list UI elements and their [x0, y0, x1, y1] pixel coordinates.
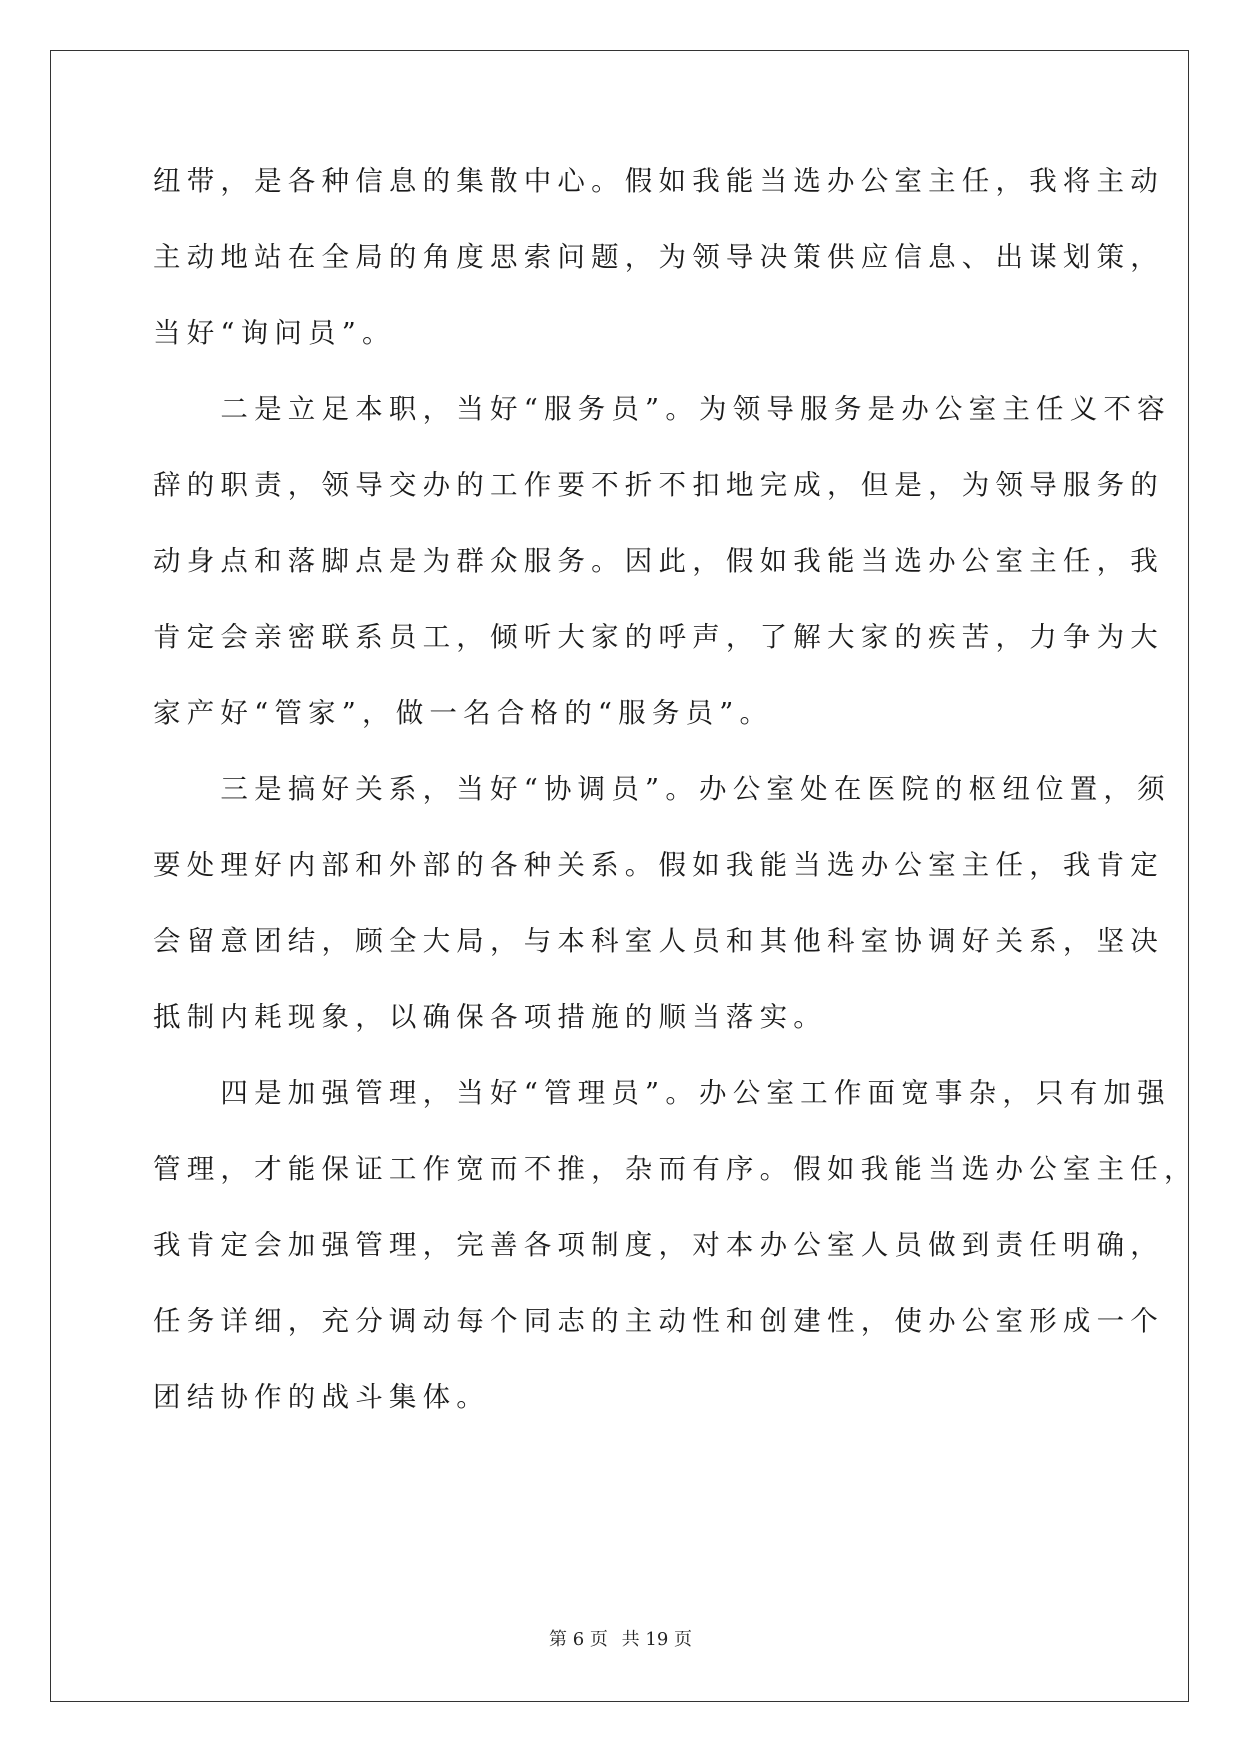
page-total: 共 19 页 [621, 1629, 692, 1650]
body-line-3: 当好“询问员”。 [153, 317, 396, 349]
body-line-11: 会留意团结，顾全大局，与本科室人员和其他科室协调好关系，坚决 [153, 925, 1164, 957]
body-line-10: 要处理好内部和外部的各种关系。假如我能当选办公室主任，我肯定 [153, 849, 1164, 881]
body-line-15: 我肯定会加强管理，完善各项制度，对本办公室人员做到责任明确， [153, 1229, 1164, 1261]
body-line-13: 四是加强管理，当好“管理员”。办公室工作面宽事杂，只有加强 [153, 1077, 1171, 1109]
body-line-2: 主动地站在全局的角度思索问题，为领导决策供应信息、出谋划策， [153, 241, 1164, 273]
page-number: 第 6 页 [549, 1629, 608, 1650]
body-line-5: 辞的职责，领导交办的工作要不折不扣地完成，但是，为领导服务的 [153, 469, 1164, 501]
body-line-1: 纽带，是各种信息的集散中心。假如我能当选办公室主任，我将主动 [153, 165, 1164, 197]
body-line-7: 肯定会亲密联系员工，倾听大家的呼声，了解大家的疾苦，力争为大 [153, 621, 1164, 653]
body-line-12: 抵制内耗现象，以确保各项措施的顺当落实。 [153, 1001, 827, 1033]
body-line-9: 三是搞好关系，当好“协调员”。办公室处在医院的枢纽位置，须 [153, 773, 1171, 805]
body-line-8: 家产好“管家”，做一名合格的“服务员”。 [153, 697, 774, 729]
body-line-16: 任务详细，充分调动每个同志的主动性和创建性，使办公室形成一个 [153, 1305, 1164, 1337]
body-line-14: 管理，才能保证工作宽而不推，杂而有序。假如我能当选办公室主任， [153, 1153, 1198, 1185]
body-line-6: 动身点和落脚点是为群众服务。因此，假如我能当选办公室主任，我 [153, 545, 1164, 577]
body-line-4: 二是立足本职，当好“服务员”。为领导服务是办公室主任义不容 [153, 393, 1171, 425]
page-footer [0, 1625, 1241, 1651]
document-body [153, 161, 1198, 1453]
body-line-17: 团结协作的战斗集体。 [153, 1381, 490, 1413]
